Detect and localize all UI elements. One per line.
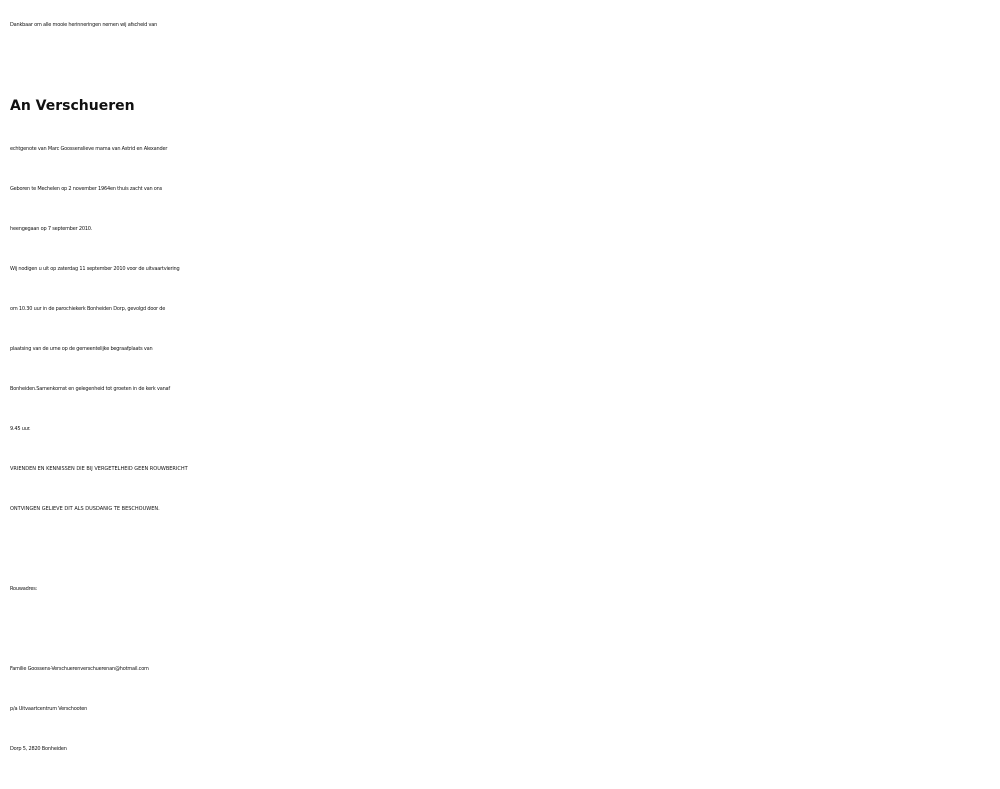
- notice-line: VRIENDEN EN KENNISSEN DIE BIJ VERGETELHEID GEEN ROUWBERICHT: [10, 466, 188, 472]
- address-line: p/a Uitvaartcentrum Verschooten: [10, 706, 88, 712]
- body-line: heengegaan op 7 september 2010.: [10, 226, 93, 232]
- address-label: Rouwadres:: [10, 586, 38, 592]
- notice-line: ONTVINGEN GELIEVE DIT ALS DUSDANIG TE BESCHOUWEN.: [10, 506, 160, 512]
- spacer: [10, 609, 995, 649]
- body-line: 9.45 uur.: [10, 426, 31, 432]
- address-line: Familie Goossens-Verschuerenverschuerenan@hotmail.com: [10, 666, 149, 672]
- body-line: om 10.30 uur in de parochiekerk Bonheiden Dorp, gevolgd door de: [10, 306, 166, 312]
- body-line: plaatsing van de urne op de gemeentelijke begraafplaats van: [10, 346, 153, 352]
- intro-text: Dankbaar om alle mooie herinneringen nemen wij afscheid van: [10, 22, 158, 28]
- death-notice: [10, 0, 995, 769]
- deceased-name: An Verschueren: [10, 98, 135, 114]
- spacer: [10, 529, 995, 569]
- body-line: Wij nodigen u uit op zaterdag 11 september 2010 voor de uitvaartviering: [10, 266, 180, 272]
- body-line: echtgenote van Marc Goossenslieve mama van Astrid en Alexander: [10, 146, 168, 152]
- address-line: Dorp 5, 2820 Bonheiden: [10, 746, 67, 752]
- body-line: Bonheiden.Samenkomst en gelegenheid tot groeten in de kerk vanaf: [10, 386, 170, 392]
- body-line: Geboren te Mechelen op 2 november 1964en thuis zacht van ons: [10, 186, 163, 192]
